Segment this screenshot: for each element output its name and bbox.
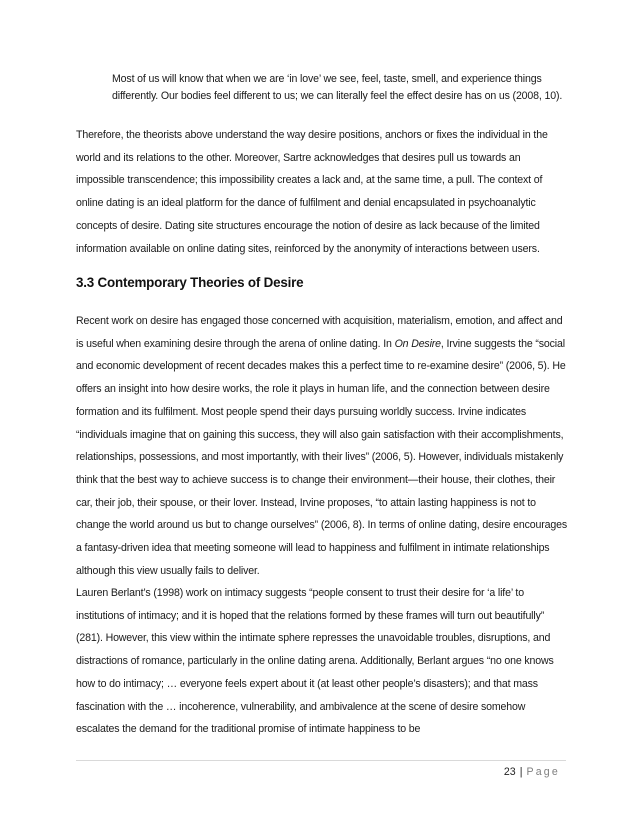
book-title-on-desire: On Desire [394, 337, 441, 350]
page-number: 23 [503, 766, 516, 778]
page-footer [504, 766, 560, 778]
paragraph-text: Lauren Berlant’s (1998) work on intimacy suggests “people consent to trust their desire for ‘a life’ to institutions of intimacy; and it is hoped that the relations formed by these frames will turn out beautifully” (281). However, this view within the intimate sphere represses the unavoidable troubles, disruptions, and distractions of romance, particularly in the online dating arena. Additionally, Berlant argues “no one knows how to do intimacy; … everyone feels expert about it (at least other people’s disasters); and that mass fascination with the … incoherence, vulnerability, and ambivalence at the scene of desire somehow escalates the demand for the traditional promise of intimate happiness to be [76, 587, 554, 736]
paragraph-text-part-1: Recent work on desire has engaged those concerned with acquisition, materialism, emotion, and affect and is useful when examining desire through the arena of online dating. In [76, 315, 563, 350]
page-label: Page [526, 766, 560, 778]
footer-separator: | [519, 766, 523, 778]
paragraph-recent-work [76, 310, 570, 582]
paragraph-berlant [76, 582, 570, 741]
section-heading: 3.3 Contemporary Theories of Desire [76, 275, 304, 290]
block-quote-text: Most of us will know that when we are ‘in love’ we see, feel, taste, smell, and experience things differently. Our bodies feel different to us; we can literally feel the effect desire has on us (2008, 10). [112, 73, 563, 102]
paragraph-text: Therefore, the theorists above understand the way desire positions, anchors or fixes the individual in the world and its relations to the other. Moreover, Sartre acknowledges that desires pull us towards an impossible transcendence; this impossibility creates a lack and, at the same time, a pull. The context of online dating is an ideal platform for the dance of fulfilment and denial encapsulated in psychoanalytic concepts of desire. Dating site structures encourage the notion of desire as lack because of the limited information available on online dating sites, reinforced by the anonymity of interactions between users. [76, 129, 548, 255]
block-quote [112, 71, 567, 105]
footer-divider [76, 760, 566, 761]
paragraph-text-part-2: , Irvine suggests the “social and economic development of recent decades makes this a perfect time to re-examine desire” (2006, 5). He offers an insight into how desire works, the role it plays in human life, and the connection between desire formation and its fulfilment. Most people spend their days pursuing worldly success. Irvine indicates “individuals imagine that on gaining this success, they will also gain satisfaction with their accomplishments, relationships, possessions, and most importantly, with their lives” (2006, 5). However, individuals mistakenly think that the best way to achieve success is to change their environment—their house, their clothes, their car, their job, their spouse, or their lover. Instead, Irvine proposes, “to attain lasting happiness is not to change the world around us but to change ourselves” (2006, 8). In terms of online dating, desire encourages a fantasy-driven idea that meeting someone will lead to happiness and fulfilment in intimate relationships although this view usually fails to deliver. [76, 337, 567, 577]
paragraph-theorists [76, 124, 570, 260]
